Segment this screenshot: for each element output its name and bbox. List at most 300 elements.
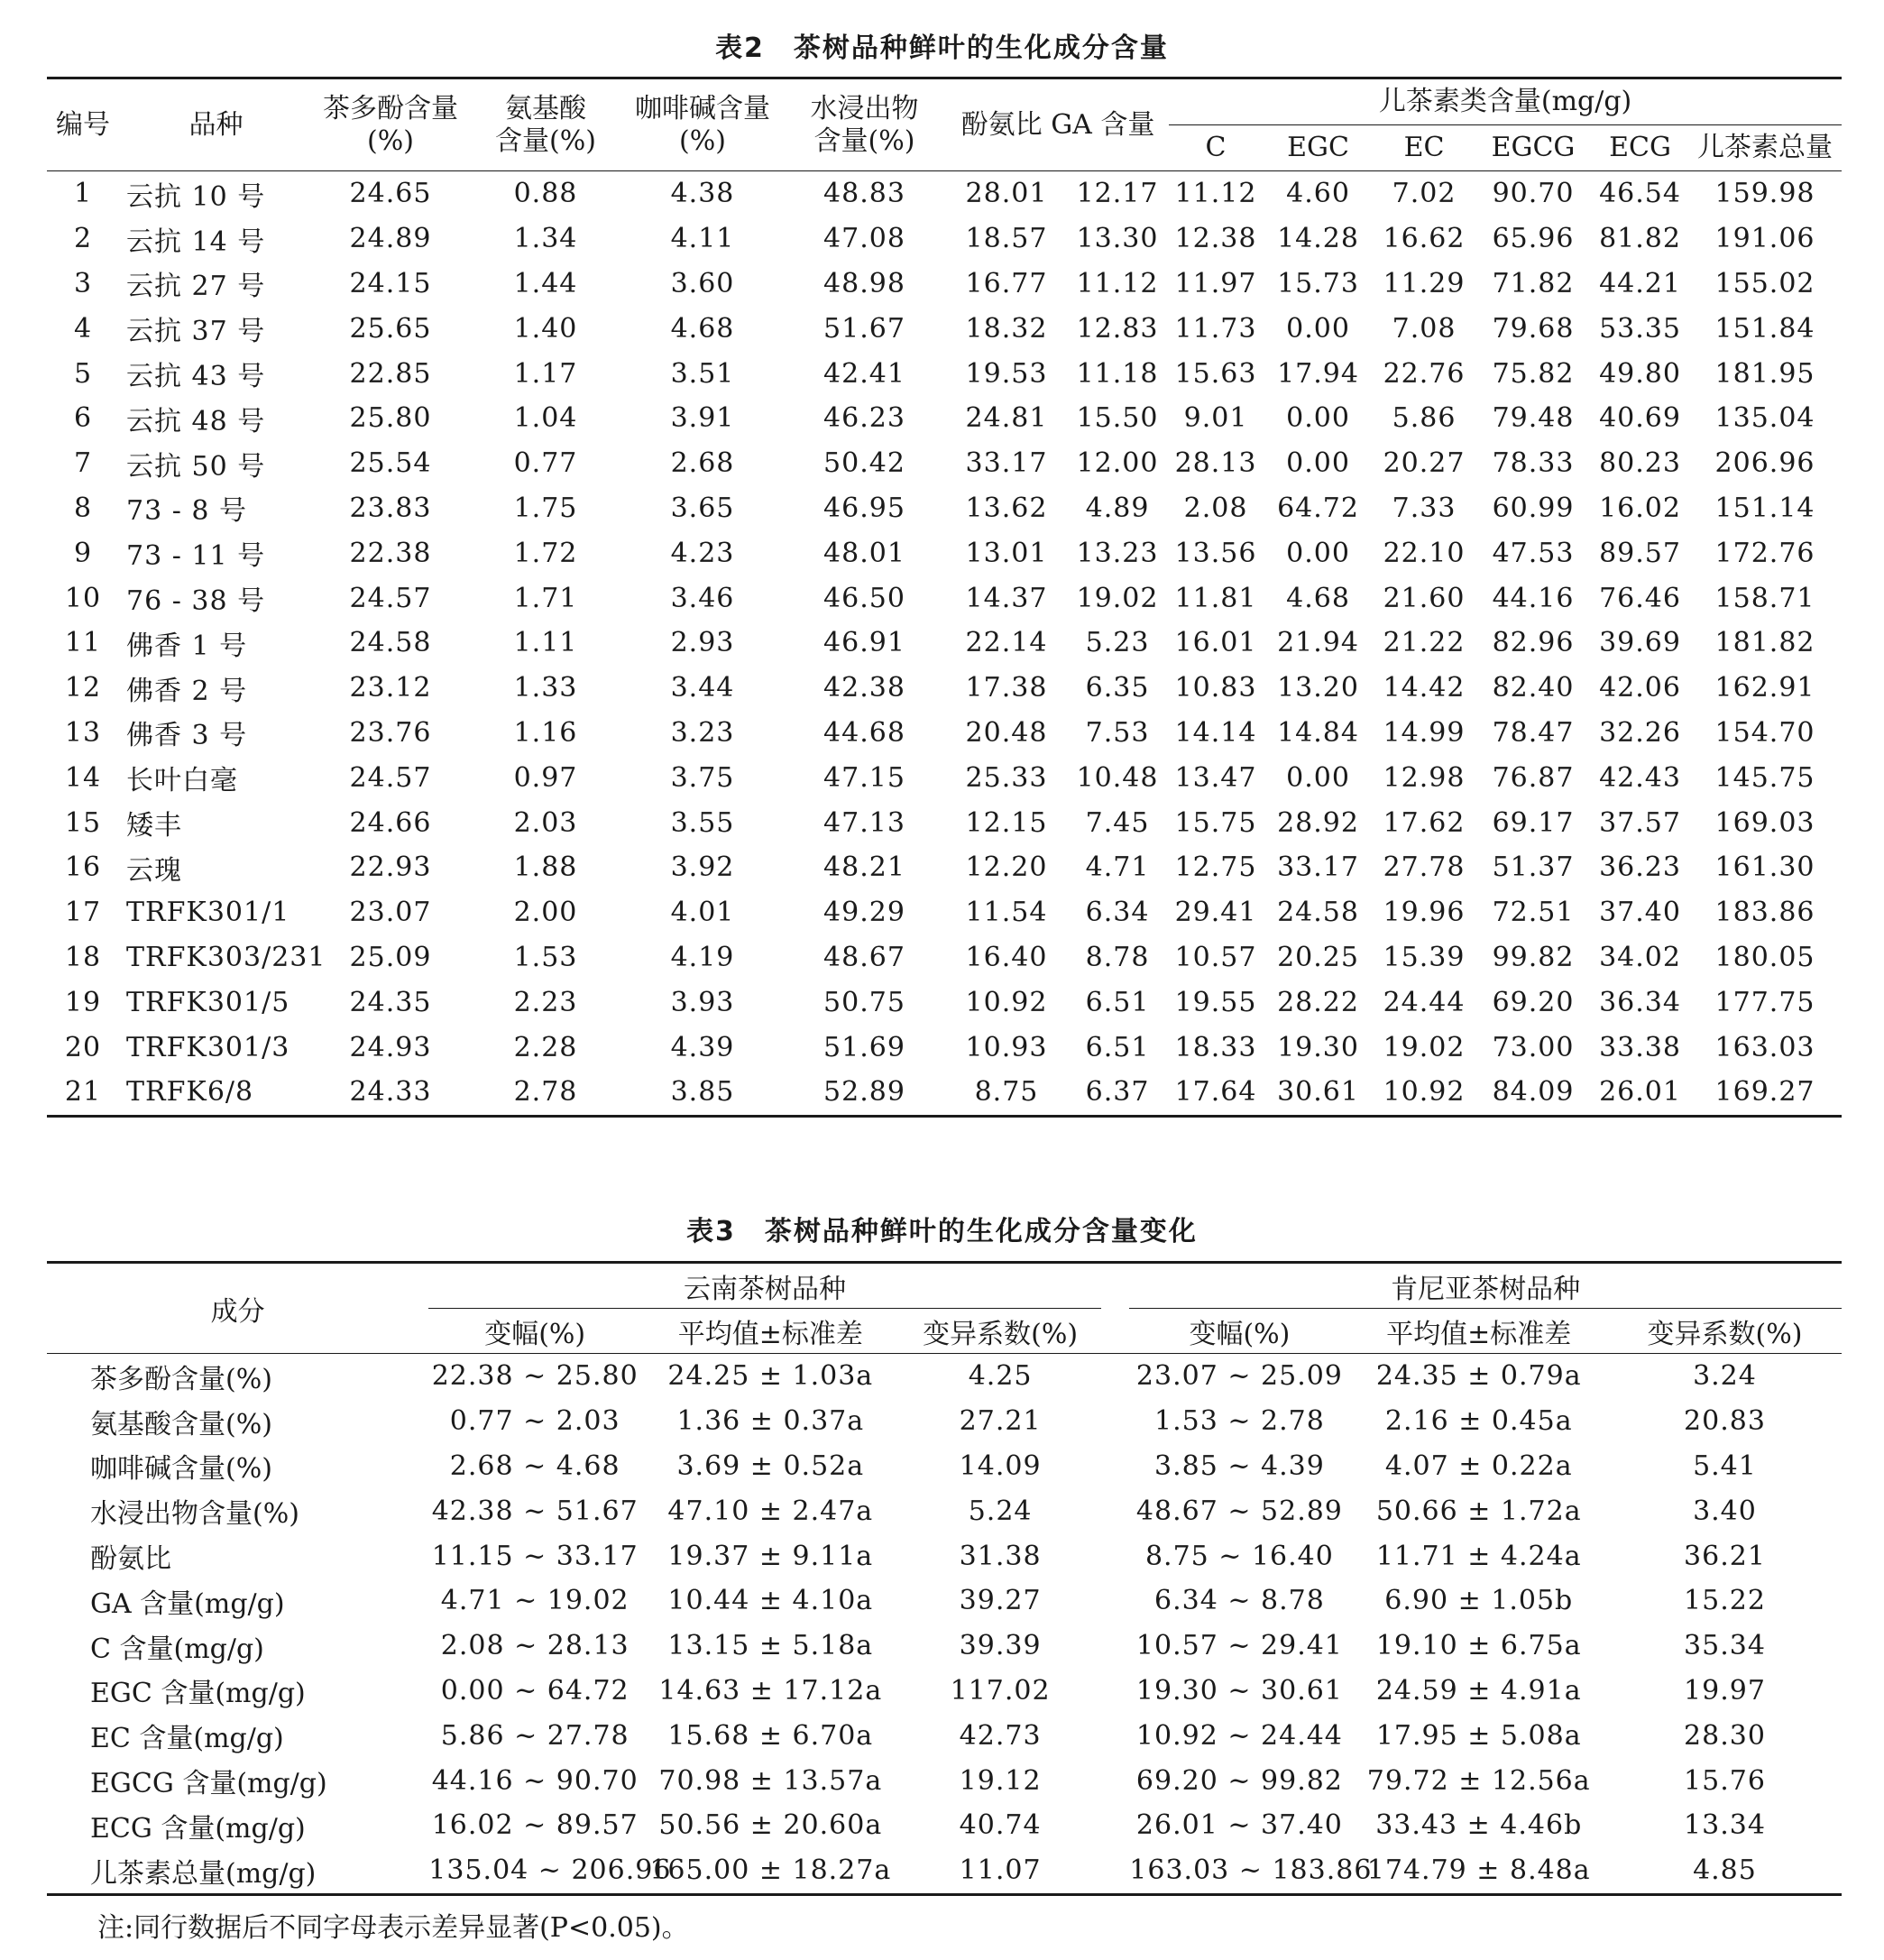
cell-water-extract: 51.69 <box>823 1031 905 1063</box>
cell-no: 17 <box>64 897 102 929</box>
cell-ratio: 10.93 <box>965 1031 1048 1063</box>
cell-no: 2 <box>73 223 93 255</box>
header-tea-polyphenol <box>313 78 468 171</box>
cell-no: 9 <box>73 537 93 569</box>
table-row <box>47 486 1842 531</box>
cell-caffeine: 3.44 <box>670 672 735 704</box>
cell-total-catechin: 151.14 <box>1714 492 1815 524</box>
cell-kenya-range: 8.75 ~ 16.40 <box>1144 1540 1334 1572</box>
cell-variety: TRFK303/231 <box>126 941 326 973</box>
cell-kenya-cv: 4.85 <box>1608 1848 1842 1894</box>
cell-ratio: 8.75 <box>947 1070 1066 1116</box>
cell-egcg: 90.70 <box>1492 178 1575 210</box>
cell-water-extract: 46.23 <box>823 402 905 435</box>
header-variety: 品种 <box>119 78 313 171</box>
header-kenya-cv: 变异系数(%) <box>1608 1309 1842 1354</box>
header-c: C <box>1169 125 1263 171</box>
cell-variety: TRFK301/3 <box>126 1031 290 1063</box>
cell-ecg: 46.54 <box>1599 178 1681 210</box>
cell-amino-acid: 2.78 <box>468 1070 623 1116</box>
cell-kenya-cv: 15.76 <box>1684 1764 1766 1797</box>
cell-ec: 21.22 <box>1383 627 1466 659</box>
header-egcg: EGCG <box>1475 125 1592 171</box>
header-amino-acid-line2: 含量(%) <box>495 124 596 157</box>
cell-component: EGCG 含量(mg/g) <box>90 1768 327 1800</box>
cell-yunnan-mean-sd: 70.98 ± 13.57a <box>658 1764 883 1797</box>
cell-amino-acid: 0.97 <box>513 761 578 794</box>
cell-kenya-cv: 19.97 <box>1684 1674 1766 1707</box>
cell-tea-polyphenol: 24.57 <box>349 761 432 794</box>
cell-yunnan-mean-sd: 3.69 ± 0.52a <box>676 1449 865 1482</box>
cell-c: 18.33 <box>1174 1031 1257 1063</box>
cell-kenya-range: 1.53 ~ 2.78 <box>1154 1405 1325 1438</box>
cell-ec: 22.10 <box>1383 537 1466 569</box>
table-row <box>47 171 1842 216</box>
cell-ecg: 36.34 <box>1599 986 1681 1018</box>
cell-c: 10.83 <box>1174 672 1257 704</box>
cell-amino-acid: 1.75 <box>513 492 578 524</box>
cell-caffeine: 4.23 <box>670 537 735 569</box>
cell-ecg: 76.46 <box>1599 582 1681 614</box>
cell-ratio: 18.32 <box>965 312 1048 345</box>
cell-egc: 14.84 <box>1277 716 1359 749</box>
cell-yunnan-cv: 19.12 <box>959 1764 1042 1797</box>
cell-ga: 11.18 <box>1076 357 1159 390</box>
cell-component: 酚氨比 <box>90 1543 171 1576</box>
cell-c: 11.81 <box>1174 582 1257 614</box>
cell-water-extract: 46.91 <box>823 627 905 659</box>
table-row <box>47 711 1842 756</box>
cell-kenya-cv: 13.34 <box>1684 1809 1766 1842</box>
cell-ga: 19.02 <box>1076 582 1159 614</box>
cell-egc: 15.73 <box>1277 267 1359 299</box>
cell-egcg: 75.82 <box>1492 357 1575 390</box>
cell-ec: 12.98 <box>1383 761 1466 794</box>
cell-caffeine: 4.38 <box>670 178 735 210</box>
header-catechin-group: 儿茶素类含量(mg/g) <box>1169 78 1842 125</box>
cell-yunnan-range: 2.08 ~ 28.13 <box>440 1630 630 1662</box>
cell-no: 12 <box>64 672 102 704</box>
cell-yunnan-cv: 5.24 <box>968 1495 1033 1527</box>
cell-egc: 14.28 <box>1277 223 1359 255</box>
cell-ratio: 14.37 <box>965 582 1048 614</box>
cell-no: 5 <box>73 357 93 390</box>
cell-amino-acid: 1.16 <box>513 716 578 749</box>
table-row <box>47 935 1842 980</box>
table-row <box>47 845 1842 890</box>
cell-c: 11.97 <box>1174 267 1257 299</box>
table-row <box>47 800 1842 845</box>
table-row <box>47 980 1842 1025</box>
cell-tea-polyphenol: 23.83 <box>349 492 432 524</box>
table-row <box>47 1354 1842 1399</box>
cell-kenya-range: 48.67 ~ 52.89 <box>1135 1495 1343 1527</box>
cell-amino-acid: 0.77 <box>513 447 578 480</box>
cell-egcg: 47.53 <box>1492 537 1575 569</box>
cell-no: 16 <box>64 851 102 884</box>
cell-ecg: 39.69 <box>1599 627 1681 659</box>
cell-no: 21 <box>47 1070 119 1116</box>
cell-egcg: 73.00 <box>1492 1031 1575 1063</box>
cell-total-catechin: 154.70 <box>1714 716 1815 749</box>
cell-yunnan-mean-sd: 24.25 ± 1.03a <box>667 1360 874 1393</box>
cell-c: 14.14 <box>1174 716 1257 749</box>
cell-ec: 11.29 <box>1383 267 1466 299</box>
cell-total-catechin: 163.03 <box>1714 1031 1815 1063</box>
cell-no: 10 <box>64 582 102 614</box>
table-row <box>47 530 1842 575</box>
cell-caffeine: 3.91 <box>670 402 735 435</box>
cell-variety: TRFK301/1 <box>126 897 290 929</box>
cell-total-catechin: 206.96 <box>1714 447 1815 480</box>
cell-variety: 云瑰 <box>126 854 182 887</box>
table-row <box>47 216 1842 262</box>
cell-egc: 28.22 <box>1277 986 1359 1018</box>
cell-component: C 含量(mg/g) <box>90 1633 264 1665</box>
cell-kenya-mean-sd: 24.35 ± 0.79a <box>1375 1360 1582 1393</box>
cell-yunnan-range: 0.77 ~ 2.03 <box>449 1405 620 1438</box>
table-row <box>47 1578 1842 1624</box>
cell-yunnan-range: 44.16 ~ 90.70 <box>431 1764 639 1797</box>
cell-egc: 21.94 <box>1277 627 1359 659</box>
cell-ga: 7.53 <box>1085 716 1150 749</box>
cell-variety: 佛香 3 号 <box>126 720 248 752</box>
cell-egc: 4.60 <box>1286 178 1350 210</box>
table-row <box>47 1669 1842 1714</box>
table-row <box>47 351 1842 396</box>
cell-total-catechin: 161.30 <box>1714 851 1815 884</box>
header-water-extract <box>782 78 947 171</box>
cell-c: 15.75 <box>1174 806 1257 839</box>
table-row <box>47 1025 1842 1070</box>
cell-ec: 14.42 <box>1383 672 1466 704</box>
cell-ratio: 16.40 <box>965 941 1048 973</box>
cell-ratio: 13.62 <box>965 492 1048 524</box>
cell-no: 6 <box>73 402 93 435</box>
cell-ecg: 89.57 <box>1599 537 1681 569</box>
cell-kenya-mean-sd: 17.95 ± 5.08a <box>1375 1719 1582 1752</box>
header-tea-polyphenol-line2: (%) <box>367 124 414 157</box>
cell-water-extract: 47.13 <box>823 806 905 839</box>
cell-total-catechin: 145.75 <box>1714 761 1815 794</box>
cell-caffeine: 2.68 <box>670 447 735 480</box>
header-total-catechin: 儿茶素总量 <box>1688 125 1842 171</box>
cell-variety: 佛香 1 号 <box>126 630 248 662</box>
header-kenya-range: 变幅(%) <box>1129 1309 1349 1354</box>
cell-ecg: 80.23 <box>1599 447 1681 480</box>
cell-variety: 矮丰 <box>126 810 182 842</box>
cell-yunnan-range: 0.00 ~ 64.72 <box>440 1674 630 1707</box>
cell-caffeine: 4.01 <box>670 897 735 929</box>
cell-ga: 8.78 <box>1085 941 1150 973</box>
cell-amino-acid: 2.28 <box>513 1031 578 1063</box>
cell-ratio: 13.01 <box>965 537 1048 569</box>
cell-egc: 0.00 <box>1286 537 1350 569</box>
cell-yunnan-range: 5.86 ~ 27.78 <box>440 1719 630 1752</box>
header-yunnan-range: 变幅(%) <box>428 1309 641 1354</box>
table-row <box>47 890 1842 935</box>
cell-gap <box>1101 1758 1130 1803</box>
table2 <box>47 77 1842 1118</box>
table2-body <box>47 171 1842 1117</box>
cell-kenya-mean-sd: 11.71 ± 4.24a <box>1375 1540 1582 1572</box>
cell-component: 水浸出物含量(%) <box>90 1498 299 1531</box>
cell-ga: 11.12 <box>1076 267 1159 299</box>
cell-tea-polyphenol: 23.76 <box>349 716 432 749</box>
cell-ratio: 12.15 <box>965 806 1048 839</box>
cell-no: 4 <box>73 312 93 345</box>
cell-kenya-range: 6.34 ~ 8.78 <box>1154 1585 1325 1617</box>
cell-yunnan-range: 2.68 ~ 4.68 <box>449 1449 620 1482</box>
cell-water-extract: 46.95 <box>823 492 905 524</box>
table-row <box>47 1533 1842 1578</box>
cell-water-extract: 48.67 <box>823 941 905 973</box>
cell-egcg: 78.47 <box>1492 716 1575 749</box>
header-water-extract-line2: 含量(%) <box>813 124 915 157</box>
header-ratio-ga: 酚氨比 GA 含量 <box>947 78 1169 171</box>
cell-amino-acid: 1.33 <box>513 672 578 704</box>
cell-no: 8 <box>73 492 93 524</box>
cell-variety: 76 - 38 号 <box>126 585 266 618</box>
cell-egc: 19.30 <box>1277 1031 1359 1063</box>
cell-yunnan-mean-sd: 13.15 ± 5.18a <box>667 1630 874 1662</box>
cell-water-extract: 48.01 <box>823 537 905 569</box>
header-amino-acid <box>468 78 623 171</box>
table3-body <box>47 1354 1842 1895</box>
cell-variety: 云抗 10 号 <box>126 180 266 213</box>
cell-total-catechin: 159.98 <box>1714 178 1815 210</box>
cell-egc: 28.92 <box>1277 806 1359 839</box>
cell-ratio: 28.01 <box>965 178 1048 210</box>
cell-no: 3 <box>73 267 93 299</box>
cell-yunnan-range: 11.15 ~ 33.17 <box>431 1540 639 1572</box>
cell-tea-polyphenol: 25.65 <box>349 312 432 345</box>
cell-kenya-mean-sd: 4.07 ± 0.22a <box>1384 1449 1573 1482</box>
cell-ga: 15.50 <box>1076 402 1159 435</box>
cell-total-catechin: 151.84 <box>1714 312 1815 345</box>
cell-yunnan-cv: 14.09 <box>959 1449 1042 1482</box>
cell-amino-acid: 2.23 <box>513 986 578 1018</box>
cell-ec: 7.08 <box>1392 312 1457 345</box>
cell-tea-polyphenol: 24.89 <box>349 223 432 255</box>
cell-tea-polyphenol: 24.15 <box>349 267 432 299</box>
cell-egc: 64.72 <box>1277 492 1359 524</box>
cell-egc: 0.00 <box>1286 447 1350 480</box>
cell-ratio: 12.20 <box>965 851 1048 884</box>
cell-ecg: 33.38 <box>1599 1031 1681 1063</box>
cell-component: EGC 含量(mg/g) <box>90 1678 306 1710</box>
cell-c: 29.41 <box>1174 897 1257 929</box>
cell-total-catechin: 181.82 <box>1714 627 1815 659</box>
cell-no: 1 <box>73 178 93 210</box>
cell-variety: TRFK301/5 <box>126 986 290 1018</box>
header-caffeine <box>623 78 782 171</box>
cell-egcg: 82.40 <box>1492 672 1575 704</box>
cell-component: 氨基酸含量(%) <box>90 1408 272 1440</box>
cell-ecg: 37.57 <box>1599 806 1681 839</box>
cell-amino-acid: 1.34 <box>513 223 578 255</box>
cell-total-catechin: 183.86 <box>1714 897 1815 929</box>
header-no: 编号 <box>47 78 119 171</box>
cell-amino-acid: 1.17 <box>513 357 578 390</box>
cell-c: 19.55 <box>1174 986 1257 1018</box>
cell-yunnan-mean-sd: 50.56 ± 20.60a <box>658 1809 883 1842</box>
cell-amino-acid: 1.72 <box>513 537 578 569</box>
cell-gap <box>1101 1669 1130 1714</box>
cell-ecg: 36.23 <box>1599 851 1681 884</box>
header-water-extract-line1: 水浸出物 <box>810 92 919 124</box>
cell-caffeine: 4.19 <box>670 941 735 973</box>
cell-ec: 19.02 <box>1383 1031 1466 1063</box>
cell-c: 2.08 <box>1183 492 1248 524</box>
cell-water-extract: 44.68 <box>823 716 905 749</box>
header-kenya-mean-sd: 平均值±标准差 <box>1350 1309 1608 1354</box>
table-row <box>47 1070 1842 1116</box>
cell-egcg: 60.99 <box>1492 492 1575 524</box>
cell-kenya-cv: 20.83 <box>1684 1405 1766 1438</box>
cell-kenya-mean-sd: 50.66 ± 1.72a <box>1375 1495 1582 1527</box>
cell-total-catechin: 162.91 <box>1714 672 1815 704</box>
cell-water-extract: 47.08 <box>823 223 905 255</box>
cell-caffeine: 4.68 <box>670 312 735 345</box>
cell-kenya-cv: 28.30 <box>1684 1719 1766 1752</box>
cell-ecg: 81.82 <box>1599 223 1681 255</box>
cell-yunnan-range: 135.04 ~ 206.96 <box>428 1848 641 1894</box>
cell-yunnan-mean-sd: 1.36 ± 0.37a <box>676 1405 865 1438</box>
cell-ga: 6.34 <box>1085 897 1150 929</box>
header-caffeine-line1: 咖啡碱含量 <box>635 92 770 124</box>
cell-component: GA 含量(mg/g) <box>90 1587 285 1620</box>
cell-variety: 73 - 8 号 <box>126 495 248 528</box>
cell-amino-acid: 2.03 <box>513 806 578 839</box>
table-row <box>47 1399 1842 1444</box>
cell-tea-polyphenol: 24.35 <box>349 986 432 1018</box>
cell-ecg: 32.26 <box>1599 716 1681 749</box>
cell-ga: 6.35 <box>1085 672 1150 704</box>
cell-egc: 13.20 <box>1277 672 1359 704</box>
cell-egc: 4.68 <box>1286 582 1350 614</box>
cell-c: 28.13 <box>1174 447 1257 480</box>
cell-component: EC 含量(mg/g) <box>90 1723 284 1755</box>
table-row <box>47 1803 1842 1848</box>
cell-egc: 24.58 <box>1277 897 1359 929</box>
table3-footnote: 注:同行数据后不同字母表示差异显著(P<0.05)。 <box>97 1912 689 1944</box>
cell-yunnan-cv: 11.07 <box>900 1848 1101 1894</box>
cell-ec: 7.33 <box>1392 492 1457 524</box>
cell-yunnan-cv: 117.02 <box>950 1674 1051 1707</box>
cell-ecg: 26.01 <box>1592 1070 1688 1116</box>
cell-caffeine: 4.11 <box>670 223 735 255</box>
cell-water-extract: 42.38 <box>823 672 905 704</box>
cell-no: 11 <box>64 627 102 659</box>
cell-kenya-range: 19.30 ~ 30.61 <box>1135 1674 1343 1707</box>
cell-egcg: 69.17 <box>1492 806 1575 839</box>
cell-kenya-range: 23.07 ~ 25.09 <box>1135 1360 1343 1393</box>
cell-ga: 5.23 <box>1085 627 1150 659</box>
cell-kenya-range: 3.85 ~ 4.39 <box>1154 1449 1325 1482</box>
cell-no: 14 <box>64 761 102 794</box>
cell-gap <box>1101 1444 1130 1489</box>
cell-ratio: 22.14 <box>965 627 1048 659</box>
table-row <box>47 575 1842 621</box>
cell-c: 17.64 <box>1169 1070 1263 1116</box>
cell-component: 儿茶素总量(mg/g) <box>47 1848 428 1894</box>
cell-caffeine: 3.85 <box>623 1070 782 1116</box>
table-row <box>47 755 1842 800</box>
table-row <box>47 1624 1842 1669</box>
cell-caffeine: 3.23 <box>670 716 735 749</box>
cell-caffeine: 3.51 <box>670 357 735 390</box>
cell-total-catechin: 155.02 <box>1714 267 1815 299</box>
cell-tea-polyphenol: 22.85 <box>349 357 432 390</box>
cell-ratio: 19.53 <box>965 357 1048 390</box>
cell-ec: 21.60 <box>1383 582 1466 614</box>
cell-tea-polyphenol: 25.80 <box>349 402 432 435</box>
cell-kenya-range: 10.92 ~ 24.44 <box>1135 1719 1343 1752</box>
table-row <box>47 621 1842 666</box>
cell-egc: 0.00 <box>1286 312 1350 345</box>
cell-yunnan-range: 16.02 ~ 89.57 <box>431 1809 639 1842</box>
cell-total-catechin: 169.27 <box>1688 1070 1842 1116</box>
cell-total-catechin: 172.76 <box>1714 537 1815 569</box>
cell-c: 12.38 <box>1174 223 1257 255</box>
cell-ecg: 40.69 <box>1599 402 1681 435</box>
cell-no: 20 <box>64 1031 102 1063</box>
cell-kenya-cv: 15.22 <box>1684 1585 1766 1617</box>
cell-water-extract: 46.50 <box>823 582 905 614</box>
cell-caffeine: 3.75 <box>670 761 735 794</box>
cell-tea-polyphenol: 23.12 <box>349 672 432 704</box>
cell-ecg: 16.02 <box>1599 492 1681 524</box>
table-row <box>47 1488 1842 1533</box>
cell-egcg: 82.96 <box>1492 627 1575 659</box>
cell-c: 13.47 <box>1174 761 1257 794</box>
cell-total-catechin: 158.71 <box>1714 582 1815 614</box>
table2-caption: 表2 茶树品种鲜叶的生化成分含量 <box>715 32 1169 64</box>
cell-ratio: 16.77 <box>965 267 1048 299</box>
cell-no: 15 <box>64 806 102 839</box>
cell-ec: 22.76 <box>1383 357 1466 390</box>
cell-yunnan-mean-sd: 165.00 ± 18.27a <box>641 1848 899 1894</box>
table3-caption: 表3 茶树品种鲜叶的生化成分含量变化 <box>686 1216 1198 1247</box>
cell-tea-polyphenol: 24.65 <box>349 178 432 210</box>
cell-ecg: 42.06 <box>1599 672 1681 704</box>
cell-egcg: 76.87 <box>1492 761 1575 794</box>
cell-variety: 云抗 50 号 <box>126 450 266 483</box>
table-row <box>47 1444 1842 1489</box>
cell-tea-polyphenol: 24.58 <box>349 627 432 659</box>
cell-yunnan-cv: 42.73 <box>959 1719 1042 1752</box>
cell-total-catechin: 180.05 <box>1714 941 1815 973</box>
cell-caffeine: 3.65 <box>670 492 735 524</box>
cell-yunnan-cv: 31.38 <box>959 1540 1042 1572</box>
cell-ecg: 37.40 <box>1599 897 1681 929</box>
cell-egcg: 44.16 <box>1492 582 1575 614</box>
cell-gap <box>1101 1713 1130 1758</box>
cell-yunnan-mean-sd: 19.37 ± 9.11a <box>667 1540 874 1572</box>
cell-egc: 0.00 <box>1286 761 1350 794</box>
cell-ga: 7.45 <box>1085 806 1150 839</box>
cell-amino-acid: 2.00 <box>513 897 578 929</box>
cell-egc: 0.00 <box>1286 402 1350 435</box>
cell-egc: 17.94 <box>1277 357 1359 390</box>
cell-kenya-mean-sd: 79.72 ± 12.56a <box>1366 1764 1591 1797</box>
cell-ratio: 25.33 <box>965 761 1048 794</box>
cell-ec: 27.78 <box>1383 851 1466 884</box>
cell-c: 10.57 <box>1174 941 1257 973</box>
cell-variety: 佛香 2 号 <box>126 675 248 707</box>
cell-yunnan-cv: 27.21 <box>959 1405 1042 1438</box>
